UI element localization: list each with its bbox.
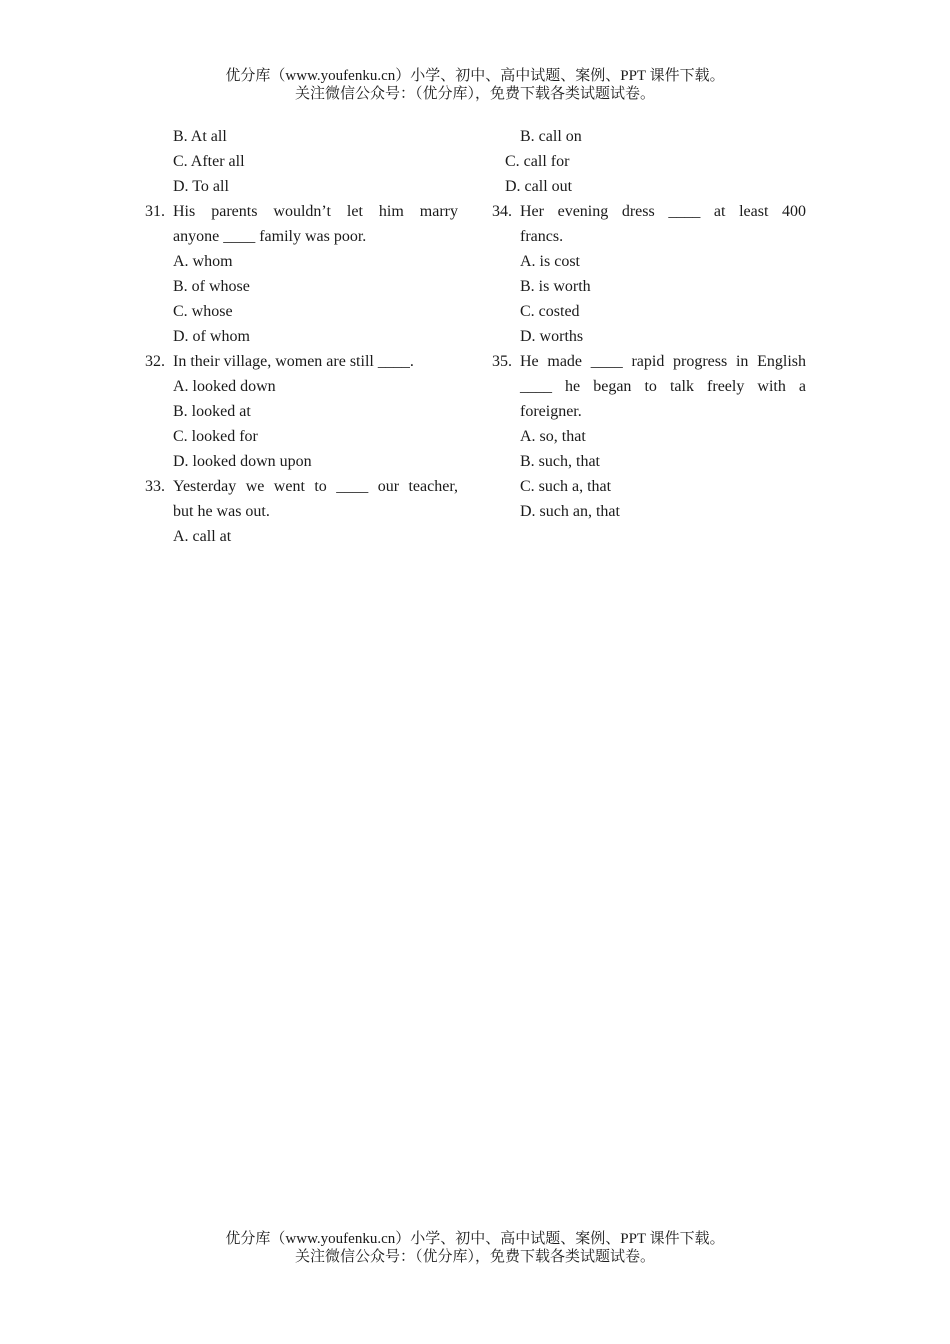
page-header (0, 67, 950, 103)
q34-number: 34. (492, 203, 512, 220)
left-column (145, 124, 458, 549)
footer-line-2: 关注微信公众号：（优分库），免费下载各类试题试卷。 (294, 1249, 655, 1265)
q32-option-c: C. looked for (173, 428, 258, 445)
footer-line-1: 优分库（www.youfenku.cn）小学、初中、高中试题、案例、PPT 课件下载。 (225, 1231, 725, 1247)
q35-stem-line-1: 35. He made ____ rapid progress in English (492, 349, 806, 374)
q31-option-b: B. of whose (173, 278, 250, 295)
right-column (492, 124, 806, 524)
q33-option-c: C. call for (505, 153, 570, 170)
q35-option-b: B. such, that (520, 453, 600, 470)
q32-option-b: B. looked at (173, 403, 251, 420)
q35-option-d: D. such an, that (520, 503, 620, 520)
q31-stem-line-1: 31. His parents wouldn’t let him marry (145, 199, 458, 224)
q34-option-b: B. is worth (520, 278, 591, 295)
header-line-2: 关注微信公众号：（优分库），免费下载各类试题试卷。 (294, 86, 655, 102)
q31-number: 31. (145, 203, 165, 220)
q34-stem-line-1: 34. Her evening dress ____ at least 400 (492, 199, 806, 224)
q31-option-d: D. of whom (173, 328, 250, 345)
q34-option-c: C. costed (520, 303, 580, 320)
q34-option-d: D. worths (520, 328, 584, 345)
q35-option-c: C. such a, that (520, 478, 612, 495)
q33-number: 33. (145, 478, 165, 495)
q35-option-a: A. so, that (520, 428, 586, 445)
q33-stem-line-1: 33. Yesterday we went to ____ our teacher, (145, 474, 458, 499)
header-line-1: 优分库（www.youfenku.cn）小学、初中、高中试题、案例、PPT 课件下载。 (225, 68, 725, 84)
q35-stem-line-3: foreigner. (520, 403, 582, 420)
q33-option-b: B. call on (520, 128, 582, 145)
q31-stem-line-2: anyone ____ family was poor. (173, 228, 367, 245)
q32-stem-line-1: 32. In their village, women are still ____. (145, 349, 458, 374)
q33-stem-line-2: but he was out. (173, 503, 270, 520)
q30-option-d: D. To all (173, 178, 229, 195)
q30-option-c: C. After all (173, 153, 245, 170)
q35-stem-line-2: ____ he began to talk freely with a (520, 378, 806, 395)
q32-option-a: A. looked down (173, 378, 276, 395)
q32-option-d: D. looked down upon (173, 453, 312, 470)
q30-option-b: B. At all (173, 128, 227, 145)
q31-option-c: C. whose (173, 303, 233, 320)
q31-option-a: A. whom (173, 253, 233, 270)
page-footer (0, 1230, 950, 1266)
q33-option-a: A. call at (173, 528, 232, 545)
q32-number: 32. (145, 353, 165, 370)
q33-option-d: D. call out (505, 178, 573, 195)
q34-option-a: A. is cost (520, 253, 580, 270)
q35-number: 35. (492, 353, 512, 370)
q34-stem-line-2: francs. (520, 228, 564, 245)
